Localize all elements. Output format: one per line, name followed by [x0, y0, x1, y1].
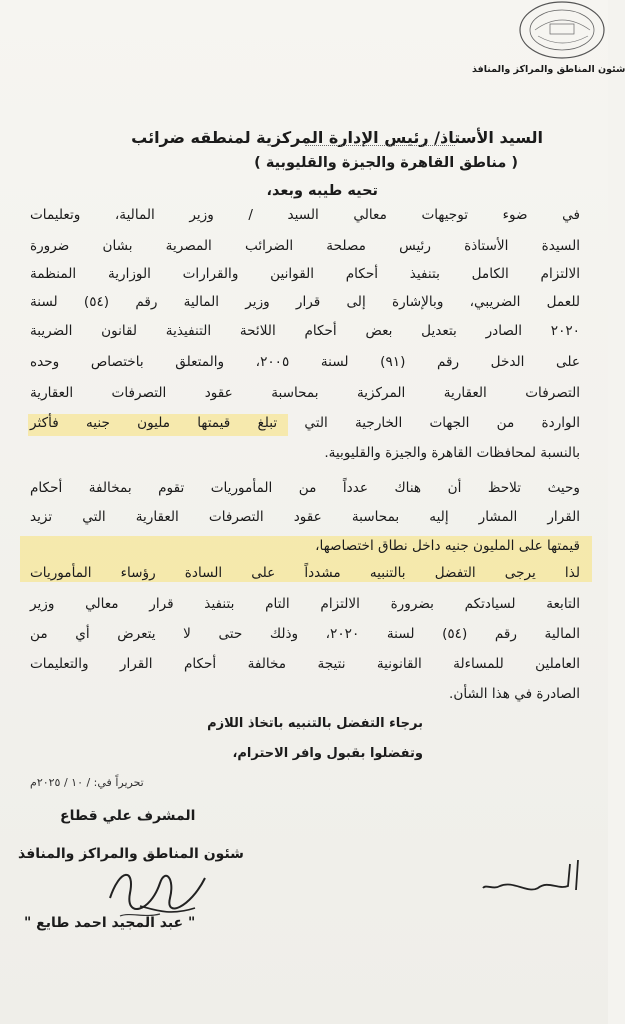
official-seal-icon [510, 0, 608, 70]
body-line: لذا يرجى التفضل بالتنبيه مشدداً على السادة رؤساء المأموريات [30, 565, 580, 581]
initials-signature-icon [478, 850, 588, 900]
greeting: تحيه طيبه وبعد، [266, 183, 378, 199]
body-line: للعمل الضريبي، وبالإشارة إلى قرار وزير المالية رقم (٥٤) لسنة [30, 294, 580, 310]
closing-request: برجاء التفضل بالتنبيه باتخاذ اللازم [207, 716, 423, 731]
dotted-line [305, 145, 455, 146]
recipient-region: ( مناطق القاهرة والجيزة والقليوبية ) [254, 155, 518, 171]
header-department: شئون المناطق والمراكز والمنافذ [472, 64, 625, 75]
body-line: الالتزام الكامل بتنفيذ أحكام القوانين والقرارات الوزارية المنظمة [30, 266, 580, 282]
body-line: على الدخل رقم (٩١) لسنة ٢٠٠٥، والمتعلق باختصاص وحده [30, 354, 580, 370]
body-line: الصادرة في هذا الشأن. [449, 686, 580, 702]
body-line: العاملين للمساءلة القانونية نتيجة مخالفة أحكام القرار والتعليمات [30, 656, 580, 672]
body-line: القرار المشار إليه بمحاسبة عقود التصرفات العقارية التي تزيد [30, 509, 580, 525]
document-date: تحريراً في: / ١٠ / ٢٠٢٥م [30, 776, 144, 789]
signatory-title: المشرف علي قطاع [60, 808, 196, 824]
body-line: المالية رقم (٥٤) لسنة ٢٠٢٠، وذلك حتى لا يتعرض أي من [30, 626, 580, 642]
signatory-name: " عبد المجيد احمد طايع " [24, 915, 196, 931]
body-line: السيدة الأستاذة رئيس مصلحة الضرائب المصرية بشان ضرورة [30, 238, 580, 254]
recipient-title: السيد الأستاذ/ رئيس الإدارة المركزية لمنطقه ضرائب [131, 128, 543, 147]
body-line: في ضوء توجيهات معالي السيد / وزير المالية، وتعليمات [30, 207, 580, 223]
body-line: التصرفات العقارية المركزية بمحاسبة عقود التصرفات العقارية [30, 385, 580, 401]
body-line: بالنسبة لمحافظات القاهرة والجيزة والقليوبية. [324, 445, 580, 461]
body-line: الواردة من الجهات الخارجية التي تبلغ قيمتها مليون جنيه فأكثر [30, 415, 580, 431]
body-line: قيمتها على المليون جنيه داخل نطاق اختصاصها، [315, 538, 580, 554]
body-line: وحيث تلاحظ أن هناك عدداً من المأموريات تقوم بمخالفة أحكام [30, 480, 580, 496]
body-line: التابعة لسيادتكم بضرورة الالتزام التام بتنفيذ قرار معالي وزير [30, 596, 580, 612]
body-line: ٢٠٢٠ الصادر بتعديل بعض أحكام اللائحة التنفيذية لقانون الضريبة [30, 323, 580, 339]
handwritten-signature-icon [100, 858, 220, 922]
signatory-sector: شئون المناطق والمراكز والمنافذ [18, 846, 244, 862]
closing-regards: وتفضلوا بقبول وافر الاحترام، [232, 746, 423, 761]
